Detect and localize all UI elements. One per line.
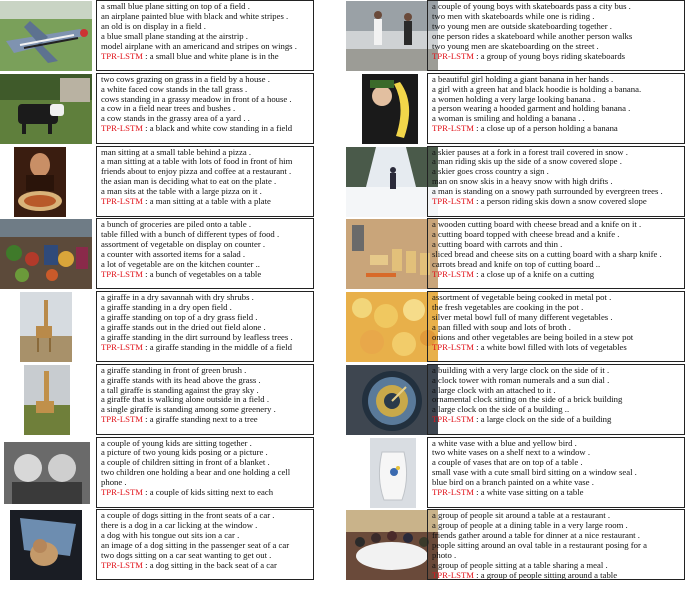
caption: a giraffe standing on top of a dry grass field . [101,312,258,322]
caption: small vase with a cute small bird sitting on a window seal . [432,468,637,478]
caption-box [427,437,685,508]
caption: a counter with assorted items for a salad . [101,249,246,259]
tpr-text: : a white bowl filled with lots of vegetables [474,342,627,352]
example-row [0,218,342,290]
caption: a cutting board topped with cheese bread and a knife . [432,230,620,240]
caption: a cow stands in the grassy area of a yard . . [101,114,250,124]
caption: two young men are outside skateboarding together . [432,21,612,31]
tpr-text: : a bunch of vegetables on a table [143,269,262,279]
example-row [0,509,342,581]
caption: phone . [101,478,127,488]
caption: two men with skateboards while one is riding . [432,11,595,21]
giraffe-savannah-photo [0,292,92,362]
caption: people sitting around an oval table in a restaurant posing for a [432,540,647,550]
caption: a person wearing a hooded garment and holding banana . [432,104,631,114]
caption-box [96,437,314,508]
caption: a cow in a field near trees and bushes . [101,104,236,114]
groceries-photo [0,219,92,289]
caption: a blue small plane standing at the airstrip . [101,31,248,41]
tpr-text: : a group of people sitting around a table [474,570,618,580]
tpr-label: TPR-LSTM [432,488,474,498]
example-row [343,73,685,145]
tpr-caption [432,571,684,581]
tpr-text: : a black and white cow standing in a field [143,124,293,134]
caption: a bunch of groceries are piled onto a table . [101,220,252,230]
tpr-caption [101,124,313,134]
tpr-label: TPR-LSTM [101,415,143,425]
caption: a giraffe that is walking alone outside in a field . [101,395,269,405]
clock-photo [346,365,438,435]
caption: a pan filled with soup and lots of broth . [432,322,571,332]
caption-box [96,0,314,71]
tpr-text: : a group of young boys riding skateboards [474,51,626,61]
tpr-text: : a dog sitting in the back seat of a car [143,560,277,570]
pizza-table-photo [0,147,92,217]
caption: two dogs sitting on a car seat wanting to get out . [101,550,272,560]
tpr-text: : a white vase sitting on a table [474,488,584,498]
caption: cows standing in a grassy meadow in front of a house . [101,94,292,104]
caption: a group of people at a dining table in a very large room . [432,521,628,531]
caption: a giraffe standing in a dry open field . [101,302,232,312]
caption: two children one holding a bear and one holding a cell [101,468,291,478]
caption: the fresh vegetables are cooking in the pot . [432,302,584,312]
caption: two white vases on a shelf next to a window . [432,448,591,458]
skier-photo [346,147,438,217]
tpr-text: : a large clock on the side of a building [474,415,612,425]
caption: an image of a dog sitting in the passenger seat of a car [101,540,290,550]
caption: two cows grazing on grass in a field by a house . [101,74,270,84]
caption: a wooden cutting board with cheese bread and a knife on it . [432,220,642,230]
caption: a white vase with a blue and yellow bird . [432,438,577,448]
caption: a couple of vases that are on top of a table . [432,458,583,468]
caption: a couple of young boys with skateboards pass a city bus . [432,2,631,11]
tpr-label: TPR-LSTM [432,124,474,134]
banana-photo [346,74,438,144]
caption: a large clock on the side of a building .. [432,405,570,415]
tpr-label: TPR-LSTM [432,51,474,61]
caption: carrots bread and knife on top of cutting board .. [432,259,601,269]
caption: a man riding skis up the side of a snow covered slope . [432,157,622,167]
caption-box [427,509,685,580]
tpr-caption [432,270,684,280]
caption: a cutting board with carrots and thin . [432,240,563,250]
vase-photo [346,438,438,508]
caption: a skier goes cross country a sign . [432,167,549,177]
caption: assortment of vegetable on display on counter . [101,240,266,250]
tpr-label: TPR-LSTM [101,342,143,352]
tpr-text: : a couple of kids sitting next to each [143,488,274,498]
tpr-text: : a man sitting at a table with a plate [143,197,271,207]
caption: a couple of children sitting in front of a blanket . [101,458,270,468]
caption: a white faced cow stands in the tall grass . [101,84,248,94]
caption: man sitting at a small table behind a pizza . [101,147,252,157]
caption: photo . [432,550,457,560]
caption: a women holding a very large looking banana . [432,94,596,104]
caption: a clock tower with roman numerals and a sun dial . [432,375,610,385]
caption: a man is standing on a snowy path surrounded by evergreen trees . [432,187,663,197]
example-row [0,291,342,363]
cow-photo [0,74,92,144]
skateboard-photo [346,1,438,71]
tpr-caption [432,488,684,498]
caption: a group of people sitting at a table sharing a meal . [432,560,608,570]
example-row [0,73,342,145]
caption: a beautiful girl holding a giant banana in her hands . [432,74,614,84]
tpr-caption [101,197,313,207]
caption: a giraffe standing in the dirt surround by leafless trees . [101,332,293,342]
caption: a lot of vegetable are on the kitchen counter .. [101,259,260,269]
caption: a large clock with an attached to it . [432,385,556,395]
tpr-caption [101,488,313,498]
caption-box [96,73,314,144]
example-row [343,509,685,581]
tpr-label: TPR-LSTM [101,560,143,570]
caption: ornamental clock sitting on the side of a brick building [432,395,623,405]
caption: a couple of dogs sitting in the front seats of a car . [101,511,275,521]
tpr-text: : a giraffe standing in the middle of a field [143,342,292,352]
example-row [343,218,685,290]
example-row [0,364,342,436]
tpr-caption [432,52,684,62]
caption: an airplane painted blue with black and white stripes . [101,11,289,21]
caption: a tall giraffe is standing against the gray sky . [101,385,259,395]
caption: onions and other vegetables are being boiled in a stew pot [432,332,634,342]
caption-box [427,364,685,435]
caption: two young men are skateboarding on the street . [432,41,599,51]
vegetable-pot-photo [346,292,438,362]
caption: a single giraffe is standing among some greenery . [101,405,276,415]
tpr-label: TPR-LSTM [101,124,143,134]
tpr-caption [101,561,313,571]
caption: a girl with a green hat and black hoodie is holding a banana. [432,84,642,94]
tpr-label: TPR-LSTM [101,51,143,61]
example-row [0,0,342,72]
caption: a woman is smiling and holding a banana . . [432,114,585,124]
example-row [343,0,685,72]
caption-box [427,218,685,289]
right-column [343,0,685,582]
caption: a building with a very large clock on the side of it . [432,365,610,375]
left-column [0,0,342,582]
caption-box [96,218,314,289]
example-row [343,437,685,509]
caption: man on snow skis in a heavy snow with high drifts . [432,177,613,187]
caption-box [427,73,685,144]
caption: one person rides a skateboard while another person walks [432,31,633,41]
airplane-photo [0,1,92,71]
caption: a man sits at the table with a large pizza on it . [101,187,262,197]
caption: friends gather around a table for dinner at a nice restaurant . [432,531,640,541]
caption: a man sitting at a table with lots of food in front of him [101,157,293,167]
tpr-caption [432,343,684,353]
tpr-label: TPR-LSTM [432,197,474,207]
caption: a giraffe standing in front of green brush . [101,365,247,375]
caption-box [427,0,685,71]
tpr-text: : a giraffe standing next to a tree [143,415,258,425]
tpr-label: TPR-LSTM [432,269,474,279]
tpr-caption [101,415,313,425]
tpr-label: TPR-LSTM [432,342,474,352]
caption-box [96,509,314,580]
tpr-text: : a close up of a knife on a cutting [474,269,595,279]
caption: a giraffe stands with its head above the grass . [101,375,261,385]
caption: there is a dog in a car licking at the window . [101,521,258,531]
caption: table filled with a bunch of different types of food . [101,230,280,240]
tpr-label: TPR-LSTM [432,415,474,425]
tpr-caption [101,343,313,353]
example-row [0,146,342,218]
giraffe-brush-photo [0,365,92,435]
caption: an old is on display in a field . [101,21,206,31]
tpr-text: : a close up of a person holding a banana [474,124,618,134]
tpr-label: TPR-LSTM [432,570,474,580]
caption: blue bird on a branch painted on a white vase . [432,478,594,488]
tpr-caption [432,415,684,425]
caption: a group of people sit around a table at a restaurant . [432,511,611,521]
example-row [0,437,342,509]
restaurant-photo [346,510,438,580]
caption: a dog with his tongue out sits ion a car . [101,531,240,541]
kids-photo [0,438,92,508]
tpr-label: TPR-LSTM [101,269,143,279]
caption: the asian man is deciding what to eat on the plate . [101,177,277,187]
tpr-caption [432,197,684,207]
tpr-text: : a person riding skis down a snow covered slope [474,197,647,207]
caption: a couple of young kids are sitting together . [101,438,252,448]
caption: a picture of two young kids posing or a picture . [101,448,268,458]
caption: assortment of vegetable being cooked in metal pot . [432,293,612,302]
tpr-caption [101,52,313,62]
example-row [343,291,685,363]
caption-box [96,291,314,362]
tpr-caption [101,270,313,280]
example-row [343,364,685,436]
caption-box [427,291,685,362]
dogs-car-photo [0,510,92,580]
tpr-caption [432,124,684,134]
caption-box [96,146,314,217]
cutting-board-photo [346,219,438,289]
caption: silver metal bowl full of many different vegetables . [432,312,613,322]
caption: sliced bread and cheese sits on a cutting board with a sharp knife . [432,249,662,259]
tpr-label: TPR-LSTM [101,197,143,207]
caption: a giraffe stands out in the dried out field alone . [101,322,266,332]
example-row [343,146,685,218]
caption: a small blue plane sitting on top of a field . [101,2,250,11]
caption-box [96,364,314,435]
tpr-label: TPR-LSTM [101,488,143,498]
caption: friends about to enjoy pizza and coffee at a restaurant . [101,167,292,177]
caption: a giraffe in a dry savannah with dry shrubs . [101,293,254,302]
caption: model airplane with an americand and stripes on wings . [101,41,297,51]
tpr-text: : a small blue and white plane is in the [143,51,279,61]
caption-box [427,146,685,217]
caption: a skier pauses at a fork in a forest trail covered in snow . [432,147,628,157]
